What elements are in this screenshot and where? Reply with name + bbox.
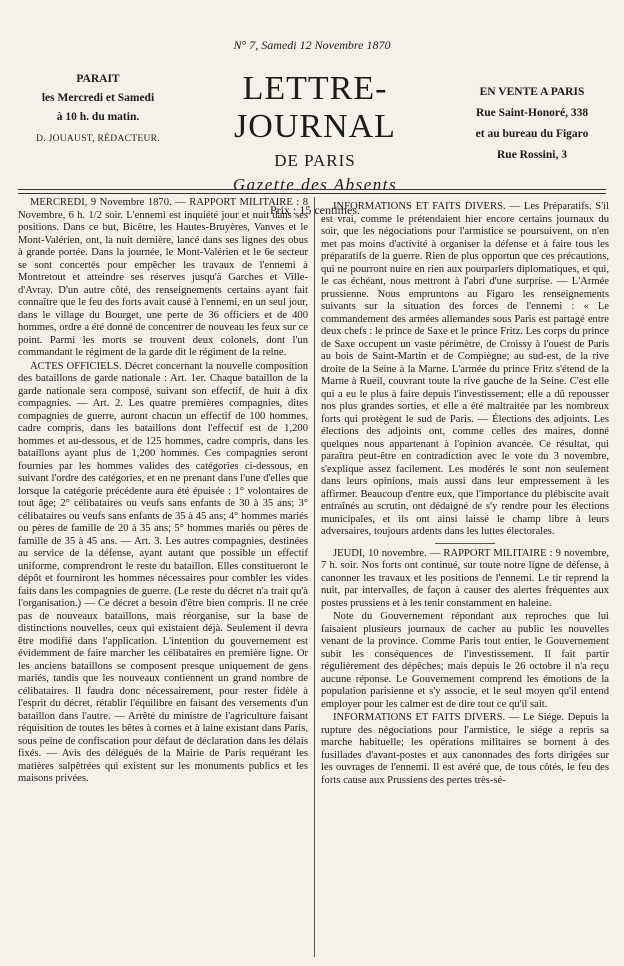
masthead-tagline: Gazette des Absents [232, 175, 398, 194]
masthead-subtitle: DE PARIS [274, 151, 356, 170]
article-paragraph: ACTES OFFICIELS. Décret concernant la nouvelle composition des bataillons de garde nationale : Art. 1er. Chaque bataillon de la garde nationale sera composé, suivant son effectif, de huit à dix compagnies. — Art. 2. Les quatre premières compagnies, dites compagnies de guerre, auront chacun un effectif de 100 hommes, cadre compris, dans les bataillons dont l'effectif est de 1,200 hommes et au-dessous, et de 125 hommes, cadre compris, dans les bataillons ayant plus de 1,200 hommes. Ces compagnies seront fournies par les hommes valides des catégories ci-dessous, en suivant l'ordre des catégories, et en ne prenant dans l'une d'elles que lorsque la catégorie précédente aura été épuisée : 1° volontaires de tout âge; 2° célibataires ou veufs sans enfants de 30 à 35 ans; 3° célibataires ou veufs sans enfants de 35 à 45 ans; 4° hommes mariés ou pères de famille de 20 à 35 ans; 5° hommes mariés ou pères de famille de 35 à 45 ans. — Art. 3. Les autres compagnies, destinées au service de la défense, ayant autant que possible un effectif uniforme, comprendront le reste du bataillon. Elles constitueront le dépôt et fourniront les hommes nécessaires pour combler les vides faits dans les compagnies de guerre. (Le reste du décret n'a trait qu'à l'organisation.) — Ce décret a besoin d'être bien compris. Il ne crée pas de nouveaux bataillons, mais réorganise, sur la base de distinctions nouvelles, ceux qui existaient déjà. Seulement il devra être modifié dans l'application. L'intention du gouvernement est évidemment de faire marcher les célibataires en première ligne. Or les anciens bataillons se composent presque uniquement de gens mariés, tandis que les nouveaux contiennent un grand nombre de célibataires. Il faudra donc nécessairement, pour rester fidèle à l'esprit du décret, rétablir l'équilibre en faisant des versements d'un bataillon dans l'autre. — Arrêté du ministre de l'agriculture faisant réquisition de toutes les bêtes à cornes et à laine existant dans Paris, sous peine de confiscation pour défaut de déclaration dans les délais fixés. — Avis des délégués de la Mairie de Paris requérant les matières salpêtrées qui existent sur les monuments publics et les maisons privées. [18, 360, 308, 784]
editor-line: D. JOUAUST, RÉDACTEUR. [36, 134, 160, 144]
section-separator [435, 543, 495, 544]
sales-info [452, 82, 612, 166]
sales-info-line: EN VENTE A PARIS [479, 86, 585, 98]
masthead [180, 70, 450, 218]
publication-info-line: PARAIT [76, 73, 120, 85]
article-paragraph: INFORMATIONS ET FAITS DIVERS. — Le Siége. Depuis la rupture des négociations pour l'armistice, le siége a repris sa marche habituelle; les opérations militaires se bornent à des fusillades d'avant-postes et aux canonnades des forts dirigées sur les ouvrages de l'ennemi. Il est avéré que, de tous côtés, le feu des forts cause aux Prussiens des pertes très-sé- [321, 712, 609, 786]
publication-info-line: à 10 h. du matin. [56, 111, 140, 123]
article-paragraph: INFORMATIONS ET FAITS DIVERS. — Les Préparatifs. S'il est vrai, comme le prétendaient hier encore certains journaux du soir, que les négociations pour l'armistice se poursuivent, on n'en met pas moins d'activité à organiser la défense et à faire tous les préparatifs de la guerre. Rien de plus opportun que ces précautions, qui ne pourront nuire en rien aux pourparlers diplomatiques, et qui, le cas échéant, nous mettront à l'abri d'une surprise. — L'Armée prussienne. Nous empruntons au Figaro les renseignements suivants sur la situation des forces de l'ennemi : « Le commandement des armées allemandes sous Paris est partagé entre deux chefs : le prince de Saxe et le prince Fritz. Les corps du prince de Saxe occupent un vaste périmètre, de Croissy à l'ouest de Paris au bois de Saint-Martin et de Compiègne; au sud-est, de la rive droite de la Seine à la Marne. L'armée du prince Fritz s'étend de la Marne à Rueil, couvrant toute la rive gauche de la Seine. C'est elle qui a eu le plus à faire depuis l'investissement; elle a dû repousser nos plus grandes sorties, et elle a été maltraitée par les nombreux forts qui protègent le sud de Paris. — Élections des adjoints. Les élections des adjoints ont, comme celles des maires, donné quelques nous appartenant à l'opinion avancée. Ce résultat, qui paraîtra peut-être en contradiction avec le vote du 3 novembre, s'explique assez facilement. Les modérés le sont non seulement dans leurs opinions, mais aussi dans leur empressement à les affirmer. Beaucoup d'entre eux, que l'importance du plébiscite avait entraînés au scrutin, ont dédaigné de s'y rendre pour les élections municipales, et ils ont ainsi laissé le champ libre à leurs adversaires, toujours ardents dans les luttes électorales. [321, 201, 609, 537]
header-rule [18, 189, 606, 190]
publication-info-line: les Mercredi et Samedi [41, 92, 155, 104]
article-paragraph: MERCREDI, 9 Novembre 1870. — RAPPORT MILITAIRE : 8 Novembre, 6 h. 1/2 soir. L'ennemi est inquiété jour et nuit dans ses positions. Dans ce but, Bicêtre, les Hautes-Bruyères, Vanves et le Mont-Valérien, ont, la nuit dernière, lancé dans ses lignes des obus à grande portée. Dans la journée, le Mont-Valérien et le 6e secteur se sont concertés pour empêcher les travaux de l'ennemi à Montretout et atteindre ses réserves jusqu'à Garches et Ville-d'Avray. D'un autre côté, des renseignements certains ayant fait connaître que le feu des forts avait causé à l'ennemi, en un seul jour, dans le village du Bourget, une perte de 36 officiers et de 400 hommes, ordre a été donné de concentrer de nouveau les feux sur ce point. Parmi les morts se trouvent deux colonels, dont l'un commandant le régiment de la garde dit le régiment de la reine. [18, 197, 308, 358]
header-rule [18, 193, 606, 194]
sales-info-line: et au bureau du Figaro [475, 128, 589, 140]
sales-info-line: Rue Saint-Honoré, 338 [475, 107, 589, 119]
right-column [321, 201, 609, 957]
article-paragraph: JEUDI, 10 novembre. — RAPPORT MILITAIRE : 9 novembre, 7 h. soir. Nos forts ont continué, sur toute notre ligne de défense, à canonner les travaux et les positions de l'ennemi. Le tir reprend la nuit, par intervalles, de façon à causer des alertes fréquentes aux postes prussiens et à les tenir constamment en haleine. [321, 547, 609, 609]
masthead-title: LETTRE-JOURNAL [234, 70, 396, 145]
price-line: Prix : 15 centimes. [270, 203, 360, 217]
issue-line: N° 7, Samedi 12 Novembre 1870 [233, 38, 391, 52]
left-column [18, 197, 308, 957]
article-paragraph: Note du Gouvernement répondant aux reproches que lui faisaient plusieurs journaux de cacher au public les nouvelles venant de la province. Comme Paris tout entier, le Gouvernement subit les conséquences de l'investissement. Il fait partir régulièrement des dépêches; mais depuis le 26 octobre il n'a reçu aucune réponse. Le Gouvernement comprend les émotions de la population parisienne et s'y associe, et le seul moyen qu'il entend employer pour les calmer est de dire tout ce qu'il sait. [321, 611, 609, 710]
column-divider [314, 197, 315, 957]
sales-info-line: Rue Rossini, 3 [497, 149, 567, 161]
publication-info [18, 70, 178, 149]
